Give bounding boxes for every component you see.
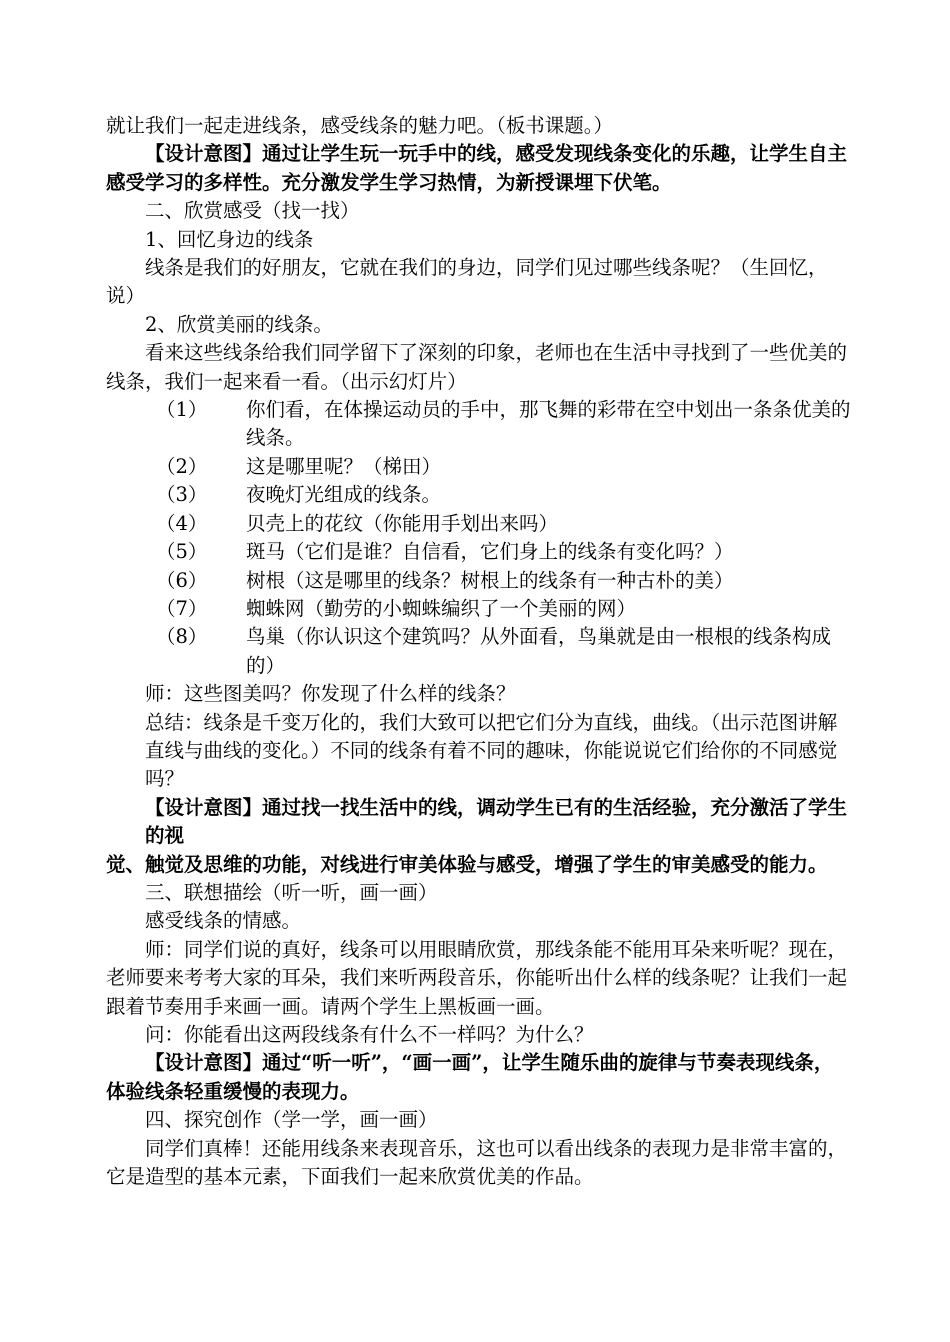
list-number: （1） [156,398,208,422]
design-intent-3: 【设计意图】通过“听一听”，“画一画”，让学生随乐曲的旋律与节奏表现线条，体验线条轻重缓慢的表现力。 [106,1051,834,1103]
list-number: （6） [156,568,208,592]
paragraph-teacher-question: 师：这些图美吗？你发现了什么样的线条？ [145,682,516,706]
list-text: 鸟巢（你认识这个建筑吗？从外面看，鸟巢就是由一根根的线条构成的） [246,625,832,677]
paragraph-music: 师：同学们说的真好，线条可以用眼睛欣赏，那线条能不能用耳朵来听呢？现在，老师要来考考大家的耳朵，我们来听两段音乐，你能听出什么样的线条呢？让我们一起跟着节奏用手来画一画。请两个学生上黑板画一画。 [106,937,848,1018]
list-text: 蜘蛛网（勤劳的小蜘蛛编织了一个美丽的网） [246,596,637,620]
list-item [106,595,851,623]
list-text: 这是哪里呢？（梯田） [246,454,442,478]
list-item [106,453,851,481]
paragraph-summary: 总结：线条是千变万化的，我们大致可以把它们分为直线，曲线。（出示范图讲解直线与曲线的变化。）不同的线条有着不同的趣味，你能说说它们给你的不同感觉吗？ [145,710,838,791]
list-item [106,510,851,538]
list-text: 贝壳上的花纹（你能用手划出来吗） [246,511,559,535]
list-number: （4） [156,511,208,535]
paragraph-works: 同学们真棒！还能用线条来表现音乐，这也可以看出线条的表现力是非常丰富的，它是造型的基本元素，下面我们一起来欣赏优美的作品。 [106,1136,848,1189]
section-heading-2: 二、欣赏感受（找一找） [145,199,360,223]
subheading-recall-lines: 1、回忆身边的线条 [145,227,314,251]
subheading-appreciate-lines: 2、欣赏美丽的线条。 [145,312,333,336]
list-number: （5） [156,540,208,564]
list-item [106,396,851,453]
list-number: （7） [156,596,208,620]
section-heading-3: 三、联想描绘（听一听，画一画） [145,880,438,904]
document-page [106,112,851,1191]
list-number: （2） [156,454,208,478]
list-number: （8） [156,625,208,649]
section-heading-4: 四、探究创作（学一学，画一画） [145,1108,438,1132]
list-item [106,567,851,595]
design-intent-2-part-a: 【设计意图】通过找一找生活中的线，调动学生已有的生活经验，充分激活了学生的视 [145,795,848,848]
list-text: 斑马（它们是谁？自信看，它们身上的线条有变化吗？） [246,540,734,564]
paragraph-emotion: 感受线条的情感。 [145,909,302,933]
list-item [106,623,851,680]
list-item [106,538,851,566]
list-item [106,481,851,509]
list-text: 夜晚灯光组成的线条。 [246,483,442,507]
paragraph-intro: 就让我们一起走进线条，感受线条的魅力吧。（板书课题。） [106,114,614,137]
list-text: 树根（这是哪里的线条？树根上的线条有一种古朴的美） [246,568,734,592]
paragraph-slides: 看来这些线条给我们同学留下了深刻的印象，老师也在生活中寻找到了一些优美的线条，我们一起来看一看。（出示幻灯片） [106,341,848,393]
design-intent-2-part-b: 觉、触觉及思维的功能，对线进行审美体验与感受，增强了学生的审美感受的能力。 [106,852,828,876]
design-intent-1: 【设计意图】通过让学生玩一玩手中的线，感受发现线条变化的乐趣，让学生自主感受学习的多样性。充分激发学生学习热情，为新授课埋下伏笔。 [106,142,848,194]
paragraph-question: 问：你能看出这两段线条有什么不一样吗？为什么？ [145,1023,594,1046]
list-number: （3） [156,483,208,507]
paragraph-recall: 线条是我们的好朋友，它就在我们的身边，同学们见过哪些线条呢？（生回忆，说） [106,256,828,308]
slide-list [106,396,851,680]
list-text: 你们看，在体操运动员的手中，那飞舞的彩带在空中划出一条条优美的线条。 [246,398,851,450]
